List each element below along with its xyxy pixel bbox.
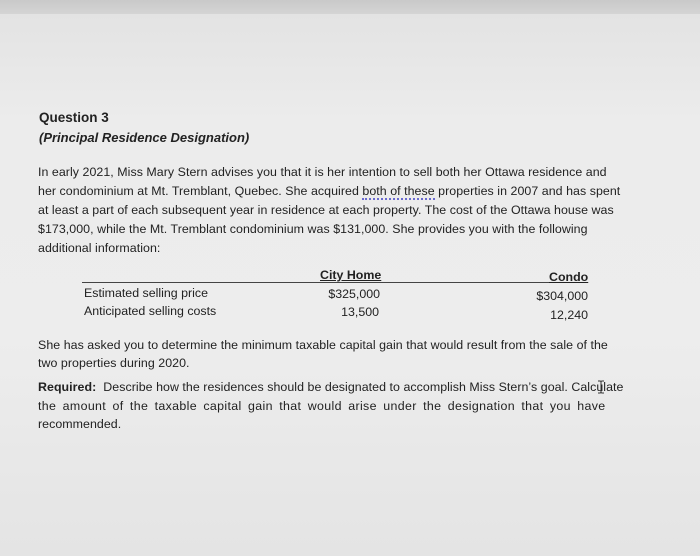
intro-line-2-start: her condominium at Mt. Tremblant, Quebec. She acquired (38, 184, 363, 198)
intro-line-2 (38, 184, 620, 198)
column-header-condo: Condo (549, 270, 589, 284)
intro-line-3: at least a part of each subsequent year in residence at each property. The cost of the Ottawa house was (38, 203, 614, 217)
required-line-3: recommended. (38, 417, 122, 431)
required-line-2: the amount of the taxable capital gain that would arise under the designation that you have (38, 399, 606, 413)
required-text-1: Describe how the residences should be designated to accomplish Miss Stern’s goal. Calculate (103, 380, 624, 394)
text-cursor-icon (597, 380, 605, 394)
dotted-phrase: both of these (362, 184, 435, 198)
question-subtitle: (Principal Residence Designation) (39, 130, 250, 145)
intro-line-4: $173,000, while the Mt. Tremblant condominium was $131,000. She provides you with the following (38, 222, 588, 236)
row-label-selling-price: Estimated selling price (84, 286, 208, 300)
task-line-1: She has asked you to determine the minimum taxable capital gain that would result from the sale of the (38, 338, 608, 352)
intro-line-5: additional information: (38, 241, 161, 255)
condo-selling-price: $304,000 (536, 289, 588, 303)
city-home-selling-costs: 13,500 (341, 305, 379, 319)
document-page (0, 14, 700, 556)
intro-line-2-end: properties in 2007 and has spent (434, 184, 621, 198)
question-title: Question 3 (39, 110, 109, 125)
condo-selling-costs: 12,240 (550, 308, 588, 322)
row-label-selling-costs: Anticipated selling costs (84, 304, 217, 318)
table-top-rule (82, 282, 587, 283)
required-label: Required: (38, 380, 97, 394)
task-line-2: two properties during 2020. (38, 356, 190, 370)
city-home-selling-price: $325,000 (328, 287, 380, 301)
intro-line-1: In early 2021, Miss Mary Stern advises you that it is her intention to sell both her Ottawa residence and (38, 165, 607, 179)
required-line-1 (38, 380, 623, 394)
column-header-city-home: City Home (320, 268, 382, 282)
